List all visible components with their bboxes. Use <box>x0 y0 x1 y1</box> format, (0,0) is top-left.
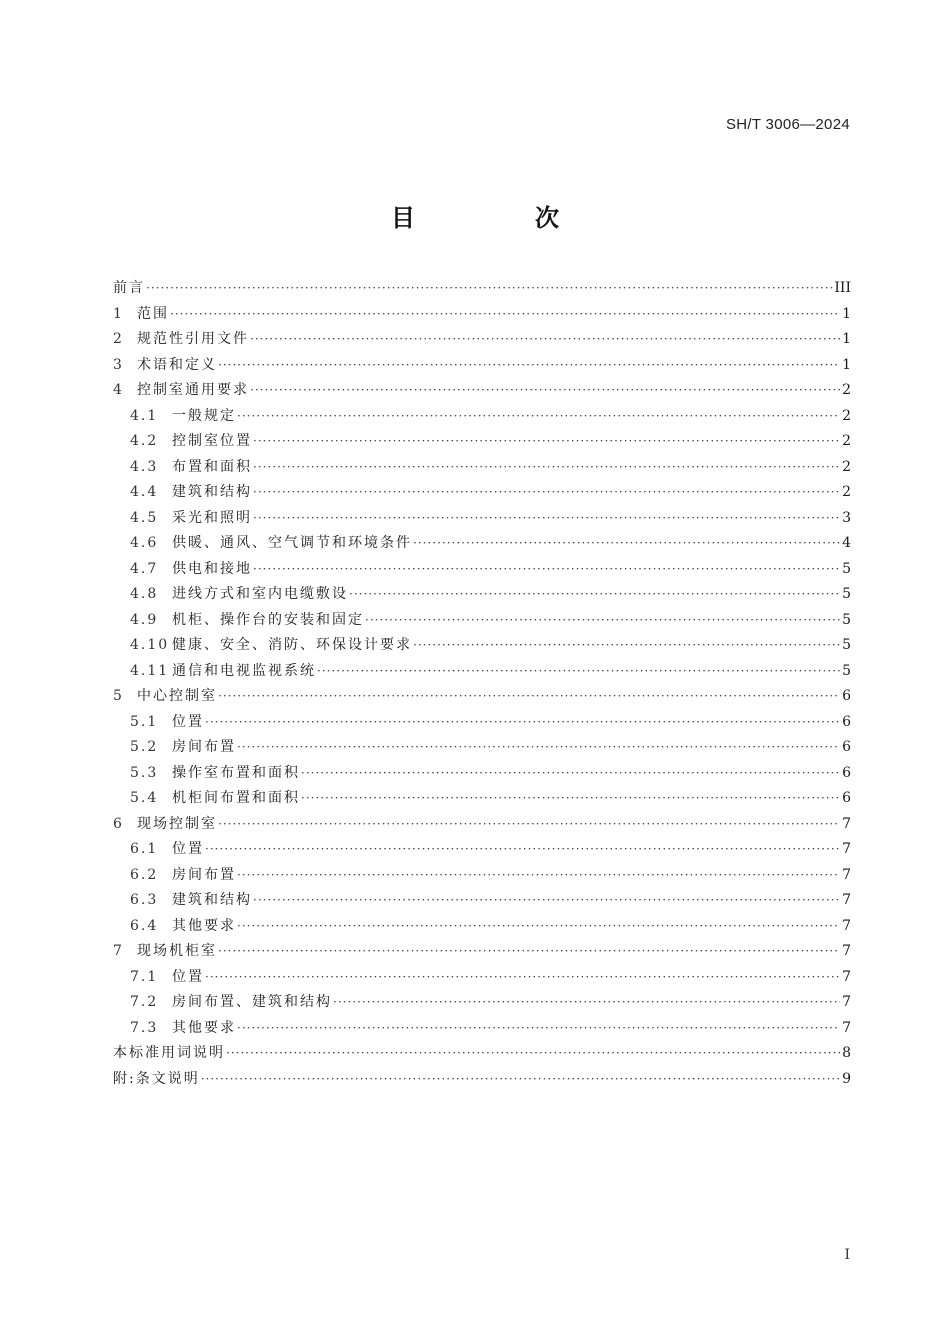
dot-leader <box>253 429 840 455</box>
toc-entry-number: 4.7 <box>130 560 159 577</box>
dot-leader <box>237 1016 840 1042</box>
toc-entry-number: 5.4 <box>130 790 159 806</box>
dot-leader <box>205 965 840 991</box>
toc-entry-number: 7.1 <box>130 968 159 985</box>
toc-entry-page: 7 <box>842 815 851 832</box>
toc-entry[interactable] <box>113 353 851 379</box>
toc-entry-number: 1 <box>113 305 123 322</box>
toc-entry[interactable] <box>113 837 851 863</box>
dot-leader <box>413 531 840 557</box>
toc-entry-number: 6.1 <box>130 841 159 857</box>
dot-leader <box>250 327 840 353</box>
dot-leader <box>253 480 840 506</box>
dot-leader <box>237 735 840 761</box>
toc-entry-page: III <box>834 280 851 296</box>
toc-entry-page: 5 <box>842 611 851 628</box>
dot-leader <box>250 378 840 404</box>
dot-leader <box>301 761 840 787</box>
toc-entry-number: 5.1 <box>130 713 159 730</box>
toc-entry-page: 6 <box>842 713 851 730</box>
page-number: I <box>844 1247 850 1263</box>
toc-entry[interactable] <box>113 786 851 812</box>
toc-entry[interactable] <box>113 965 851 991</box>
toc-entry-number: 5.2 <box>130 739 159 755</box>
toc-entry-label: 本标准用词说明 <box>113 1045 225 1061</box>
toc-entry-page: 1 <box>842 331 851 347</box>
toc-entry-label: 通信和电视监视系统 <box>172 662 316 679</box>
toc-entry[interactable] <box>113 939 851 965</box>
table-of-contents <box>113 276 851 1092</box>
toc-entry-label: 控制室通用要求 <box>137 382 249 398</box>
toc-entry-label: 供电和接地 <box>172 560 252 577</box>
dot-leader <box>317 659 840 685</box>
toc-entry-label: 术语和定义 <box>137 356 217 373</box>
toc-entry[interactable] <box>113 429 851 455</box>
toc-entry-page: 7 <box>842 943 851 959</box>
toc-entry[interactable] <box>113 659 851 685</box>
toc-entry-label: 规范性引用文件 <box>137 331 249 347</box>
toc-entry-page: 7 <box>842 1019 851 1036</box>
toc-entry-label: 位置 <box>172 968 204 985</box>
toc-entry[interactable] <box>113 480 851 506</box>
toc-entry-number: 4.9 <box>130 611 159 628</box>
toc-entry[interactable] <box>113 684 851 710</box>
toc-entry-page: 7 <box>842 968 851 985</box>
dot-leader <box>333 990 840 1016</box>
toc-entry-number: 2 <box>113 331 123 347</box>
dot-leader <box>349 582 840 608</box>
dot-leader <box>218 812 840 838</box>
dot-leader <box>205 837 840 863</box>
toc-entry[interactable] <box>113 710 851 736</box>
toc-entry-page: 5 <box>842 662 851 679</box>
toc-entry[interactable] <box>113 302 851 328</box>
toc-entry-page: 7 <box>842 841 851 857</box>
toc-entry-page: 2 <box>842 433 851 449</box>
toc-entry-page: 2 <box>842 407 851 424</box>
dot-leader <box>301 786 840 812</box>
toc-entry-number: 4.3 <box>130 458 159 475</box>
toc-entry-page: 6 <box>842 790 851 806</box>
toc-entry-label: 进线方式和室内电缆敷设 <box>172 586 348 602</box>
toc-entry-label: 控制室位置 <box>172 433 252 449</box>
toc-entry[interactable] <box>113 990 851 1016</box>
toc-entry-number: 4.1 <box>130 407 159 424</box>
toc-entry-page: 8 <box>842 1045 851 1061</box>
toc-entry-page: 2 <box>842 458 851 475</box>
toc-entry-number: 4.4 <box>130 484 159 500</box>
toc-entry-number: 3 <box>113 356 123 373</box>
toc-entry-label: 现场控制室 <box>137 815 217 832</box>
toc-entry[interactable] <box>113 582 851 608</box>
toc-entry-number: 4.6 <box>130 535 159 551</box>
dot-leader <box>226 1041 840 1067</box>
toc-entry[interactable] <box>113 327 851 353</box>
dot-leader <box>237 863 840 889</box>
dot-leader <box>253 557 840 583</box>
toc-entry[interactable] <box>113 506 851 532</box>
toc-entry[interactable] <box>113 404 851 430</box>
toc-entry[interactable] <box>113 1016 851 1042</box>
toc-entry-number: 6.3 <box>130 892 159 908</box>
dot-leader <box>365 608 840 634</box>
toc-entry-page: 3 <box>842 509 851 526</box>
toc-entry-label: 供暖、通风、空气调节和环境条件 <box>172 535 412 551</box>
dot-leader <box>413 633 840 659</box>
dot-leader <box>205 710 840 736</box>
toc-entry[interactable] <box>113 863 851 889</box>
toc-entry-label: 采光和照明 <box>172 509 252 526</box>
toc-entry-label: 房间布置 <box>172 739 236 755</box>
toc-entry-number: 4 <box>113 382 123 398</box>
toc-entry-label: 建筑和结构 <box>172 892 252 908</box>
toc-entry-label: 房间布置、建筑和结构 <box>172 994 332 1010</box>
dot-leader <box>201 1067 840 1093</box>
toc-entry-number: 7.2 <box>130 994 159 1010</box>
dot-leader <box>253 506 840 532</box>
toc-entry-number: 4.10 <box>130 637 170 653</box>
toc-entry-label: 范围 <box>137 305 169 322</box>
toc-entry-page: 6 <box>842 688 851 704</box>
toc-entry-number: 5.3 <box>130 764 159 781</box>
toc-entry-label: 中心控制室 <box>137 688 217 704</box>
toc-entry-page: 5 <box>842 586 851 602</box>
toc-entry-number: 4.11 <box>130 662 170 679</box>
toc-entry[interactable] <box>113 378 851 404</box>
toc-entry[interactable] <box>113 914 851 940</box>
toc-entry[interactable] <box>113 531 851 557</box>
toc-entry-page: 1 <box>842 356 851 373</box>
toc-entry-page: 7 <box>842 892 851 908</box>
toc-entry-label: 前言 <box>113 280 145 296</box>
toc-entry-label: 健康、安全、消防、环保设计要求 <box>172 637 412 653</box>
dot-leader <box>218 353 840 379</box>
dot-leader <box>218 939 840 965</box>
toc-entry-page: 2 <box>842 484 851 500</box>
toc-entry-label: 房间布置 <box>172 866 236 883</box>
toc-entry[interactable] <box>113 1041 851 1067</box>
toc-entry-number: 6.2 <box>130 866 159 883</box>
toc-entry-label: 其他要求 <box>172 1019 236 1036</box>
toc-entry[interactable] <box>113 608 851 634</box>
toc-entry-page: 6 <box>842 764 851 781</box>
toc-entry[interactable] <box>113 455 851 481</box>
toc-entry-label: 建筑和结构 <box>172 484 252 500</box>
toc-entry[interactable] <box>113 1067 851 1093</box>
toc-entry-number: 4.2 <box>130 433 159 449</box>
toc-entry-label: 操作室布置和面积 <box>172 764 300 781</box>
toc-entry-page: 6 <box>842 739 851 755</box>
toc-entry[interactable] <box>113 735 851 761</box>
toc-entry-number: 6.4 <box>130 917 159 934</box>
toc-entry-label: 机柜、操作台的安装和固定 <box>172 611 364 628</box>
toc-entry-label: 位置 <box>172 713 204 730</box>
toc-entry-number: 5 <box>113 688 123 704</box>
toc-entry[interactable] <box>113 276 851 302</box>
toc-entry[interactable] <box>113 812 851 838</box>
toc-entry[interactable] <box>113 888 851 914</box>
toc-entry-label: 附:条文说明 <box>113 1070 200 1087</box>
toc-entry-number: 4.5 <box>130 509 159 526</box>
toc-entry-label: 布置和面积 <box>172 458 252 475</box>
toc-entry-page: 5 <box>842 560 851 577</box>
standard-code: SH/T 3006—2024 <box>725 116 850 133</box>
toc-entry-page: 4 <box>842 535 851 551</box>
dot-leader <box>218 684 840 710</box>
toc-entry-page: 7 <box>842 866 851 883</box>
toc-entry-page: 5 <box>842 637 851 653</box>
toc-entry-label: 一般规定 <box>172 407 236 424</box>
toc-entry[interactable] <box>113 557 851 583</box>
toc-entry[interactable] <box>113 761 851 787</box>
toc-entry-number: 7.3 <box>130 1019 159 1036</box>
toc-entry-label: 机柜间布置和面积 <box>172 790 300 806</box>
toc-entry-page: 7 <box>842 917 851 934</box>
toc-entry-number: 7 <box>113 943 123 959</box>
toc-entry-page: 2 <box>842 382 851 398</box>
dot-leader <box>170 302 840 328</box>
toc-entry-label: 现场机柜室 <box>137 943 217 959</box>
dot-leader <box>253 455 840 481</box>
toc-entry[interactable] <box>113 633 851 659</box>
toc-entry-label: 位置 <box>172 841 204 857</box>
dot-leader <box>253 888 840 914</box>
toc-entry-label: 其他要求 <box>172 917 236 934</box>
toc-entry-number: 4.8 <box>130 586 159 602</box>
toc-entry-page: 1 <box>842 305 851 322</box>
toc-entry-page: 9 <box>842 1070 851 1087</box>
toc-entry-page: 7 <box>842 994 851 1010</box>
dot-leader <box>237 914 840 940</box>
dot-leader <box>146 276 833 302</box>
toc-entry-number: 6 <box>113 815 123 832</box>
dot-leader <box>237 404 840 430</box>
page-title: 目 次 <box>391 204 607 232</box>
